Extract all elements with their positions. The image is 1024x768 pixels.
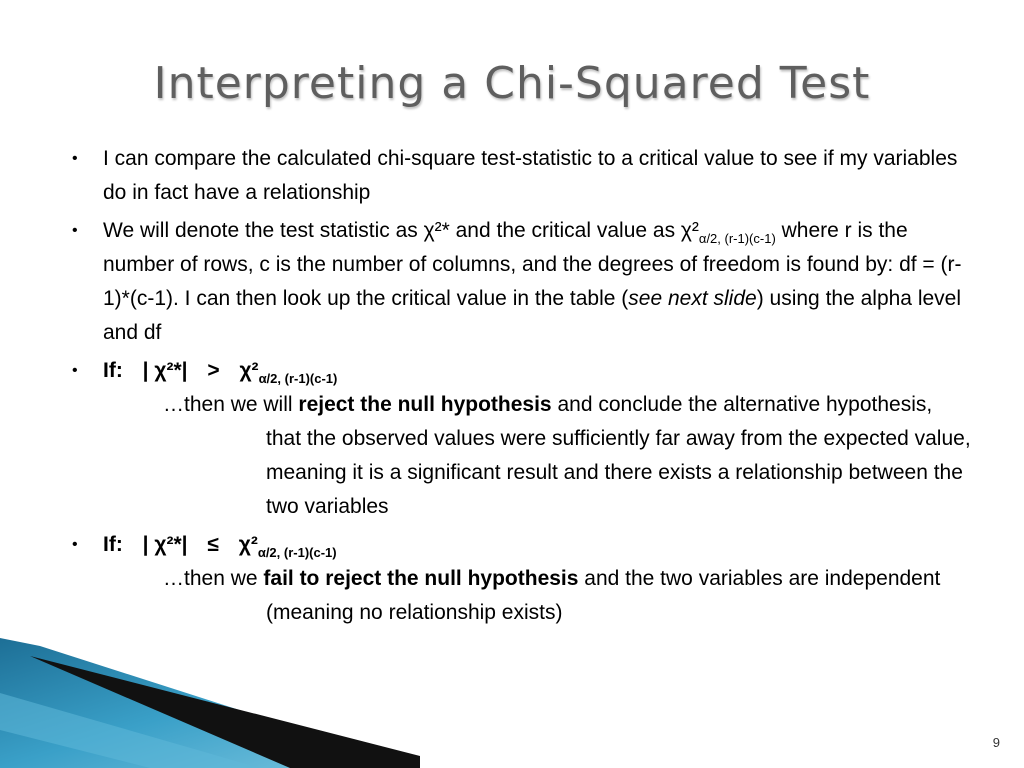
bullet-reject-case <box>72 354 972 524</box>
if-label: If: <box>103 533 123 556</box>
slide-title: Interpreting a Chi-Squared Test <box>153 58 871 109</box>
corner-swoosh-decoration <box>0 638 420 768</box>
bullet-notation <box>72 214 972 350</box>
see-next-slide-text: see next slide <box>628 287 757 310</box>
bullet-text: I can compare the calculated chi-square test-statistic to a critical value to see if my variables do in fact have a relationship <box>103 147 958 204</box>
bullet-text: We will denote the test statistic as χ²* and the critical value as χ² <box>103 219 699 242</box>
bullet-dot-icon: • <box>72 150 78 167</box>
fail-conclusion <box>163 562 972 630</box>
bullet-dot-icon: • <box>72 362 78 379</box>
page-number: 9 <box>992 735 1000 750</box>
reject-null-text: reject the null hypothesis <box>298 393 552 416</box>
critical-value-expr: χ² <box>238 533 258 556</box>
test-statistic-expr: | χ²*| <box>142 533 188 556</box>
slide-body <box>72 142 972 634</box>
conclusion-rest: and the two variables are independent (meaning no relationship exists) <box>266 567 941 624</box>
if-label: If: <box>103 359 123 382</box>
bullet-fail-case <box>72 528 972 630</box>
bullet-text: where r is the number of rows, c is the number of columns, and the degrees of freedom is found by: df = (r-1)*(c-1). I can then look up the critical value in the table ( <box>103 219 962 310</box>
bullet-dot-icon: • <box>72 222 78 239</box>
critical-value-expr: χ² <box>239 359 259 382</box>
conclusion-rest: and conclude the alternative hypothesis, that the observed values were sufficiently far away from the expected value, meaning it is a significant result and there exists a relationship between the two variables <box>266 393 971 518</box>
critical-value-subscript: α/2, (r-1)(c-1) <box>257 545 337 560</box>
test-statistic-expr: | χ²*| <box>142 359 188 382</box>
reject-conclusion <box>163 388 972 524</box>
bullet-dot-icon: • <box>72 536 78 553</box>
fail-condition <box>103 528 972 562</box>
bullet-compare <box>72 142 972 210</box>
fail-reject-null-text: fail to reject the null hypothesis <box>263 567 579 590</box>
critical-value-subscript: α/2, (r-1)(c-1) <box>258 371 338 386</box>
conclusion-prefix: …then we will <box>163 393 299 416</box>
conclusion-prefix: …then we <box>163 567 264 590</box>
reject-condition <box>103 354 972 388</box>
bullet-text: ) using the alpha level and df <box>103 287 962 344</box>
greater-than-operator: > <box>207 359 220 382</box>
less-equal-operator: ≤ <box>207 533 219 556</box>
critical-value-subscript: α/2, (r-1)(c-1) <box>698 231 776 246</box>
